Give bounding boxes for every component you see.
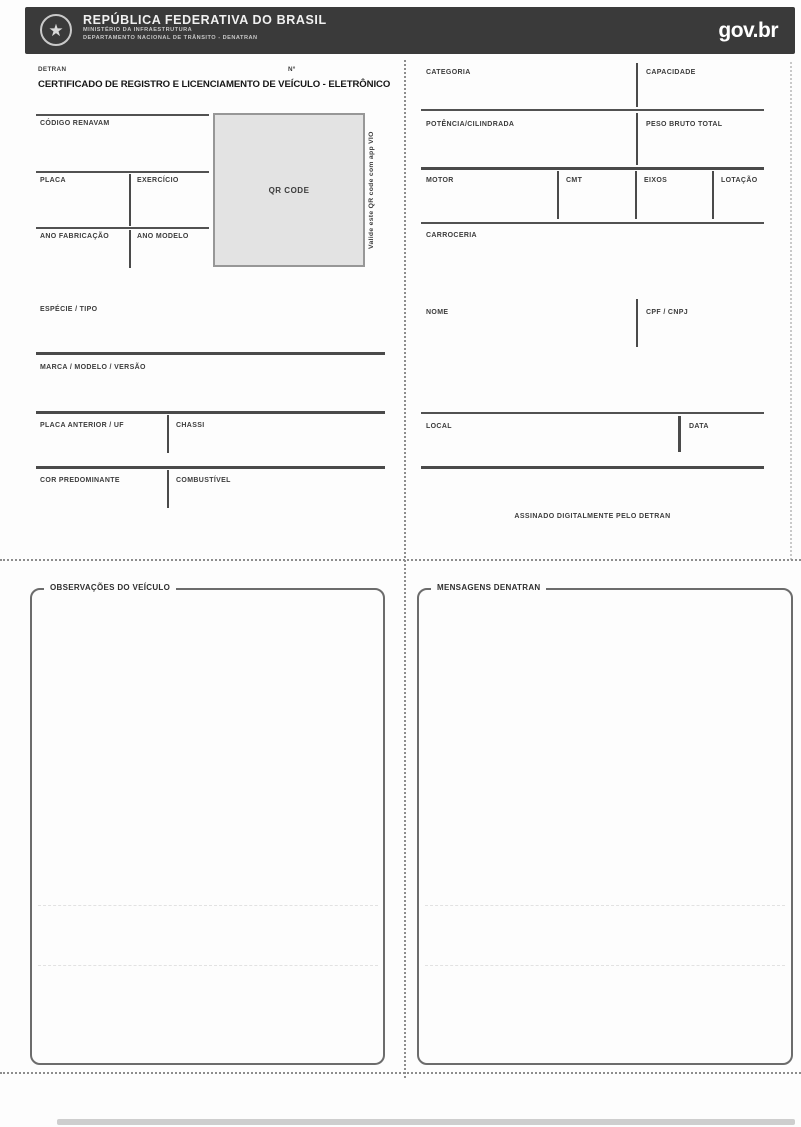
field-motor-label: MOTOR <box>426 177 454 184</box>
field-divider <box>167 470 169 508</box>
scan-artifact-line <box>425 965 785 966</box>
separator-line <box>36 466 385 469</box>
field-especie-tipo-label: ESPÉCIE / TIPO <box>40 306 98 313</box>
field-divider <box>557 171 559 219</box>
qr-code-box <box>213 113 365 267</box>
field-divider <box>678 416 681 452</box>
observacoes-title: OBSERVAÇÕES DO VEÍCULO <box>44 583 176 592</box>
field-peso-bruto-total-label: PESO BRUTO TOTAL <box>646 121 723 128</box>
field-capacidade-label: CAPACIDADE <box>646 69 696 76</box>
field-ano-fabricacao-label: ANO FABRICAÇÃO <box>40 233 110 240</box>
separator-line <box>36 352 385 355</box>
field-combustivel-label: COMBUSTÍVEL <box>176 477 231 484</box>
scan-artifact-line <box>38 965 378 966</box>
separator-line <box>36 114 209 116</box>
field-divider <box>636 299 638 347</box>
separator-line <box>36 227 209 229</box>
separator-line <box>421 167 764 170</box>
cut-line-horizontal-top <box>0 559 801 561</box>
field-cpf-cnpj-label: CPF / CNPJ <box>646 309 689 316</box>
mensagens-box <box>417 583 793 1065</box>
header-bar <box>25 7 795 54</box>
field-divider <box>635 171 637 219</box>
scan-artifact-line <box>38 905 378 906</box>
scan-artifact-line <box>425 905 785 906</box>
separator-line <box>421 109 764 111</box>
field-placa-label: PLACA <box>40 177 66 184</box>
separator-line <box>421 222 764 224</box>
field-cor-predominante-label: COR PREDOMINANTE <box>40 477 120 484</box>
cut-line-right-edge <box>790 62 792 560</box>
republic-title: REPÚBLICA FEDERATIVA DO BRASIL <box>83 13 327 27</box>
document-title: CERTIFICADO DE REGISTRO E LICENCIAMENTO DE VEÍCULO - ELETRÔNICO <box>38 79 391 90</box>
qr-code-label: QR CODE <box>268 185 310 195</box>
cut-line-horizontal-bottom <box>0 1072 801 1074</box>
separator-line <box>36 411 385 414</box>
field-exercicio-label: EXERCÍCIO <box>137 177 179 184</box>
numero-label: Nº <box>288 66 296 73</box>
field-carroceria-label: CARROCERIA <box>426 232 477 239</box>
govbr-logo: gov.br <box>718 19 778 42</box>
cut-line-vertical <box>404 60 406 1078</box>
field-placa-anterior-uf-label: PLACA ANTERIOR / UF <box>40 422 124 429</box>
field-categoria-label: CATEGORIA <box>426 69 471 76</box>
field-divider <box>712 171 714 219</box>
field-marca-modelo-versao-label: MARCA / MODELO / VERSÃO <box>40 364 146 371</box>
field-divider <box>129 174 131 226</box>
detran-label: DETRAN <box>38 66 67 73</box>
brazil-coat-of-arms-icon: ★ <box>40 14 72 46</box>
page-bottom-scan-shadow <box>57 1119 795 1125</box>
field-eixos-label: EIXOS <box>644 177 668 184</box>
ministry-subtitle: MINISTÉRIO DA INFRAESTRUTURA <box>83 27 193 33</box>
field-chassi-label: CHASSI <box>176 422 205 429</box>
field-nome-label: NOME <box>426 309 449 316</box>
field-divider <box>636 113 638 165</box>
separator-line <box>421 466 764 469</box>
observacoes-box <box>30 583 385 1065</box>
field-divider <box>167 415 169 453</box>
field-potencia-cilindrada-label: POTÊNCIA/CILINDRADA <box>426 121 515 128</box>
field-codigo-renavam-label: CÓDIGO RENAVAM <box>40 120 110 127</box>
field-divider <box>129 230 131 268</box>
field-lotacao-label: LOTAÇÃO <box>721 177 758 184</box>
field-data-label: DATA <box>689 423 709 430</box>
digital-signature-note: ASSINADO DIGITALMENTE PELO DETRAN <box>514 513 671 520</box>
qr-caption-vertical: Valide este QR code com app VIO <box>368 131 375 249</box>
field-divider <box>636 63 638 107</box>
denatran-subtitle: DEPARTAMENTO NACIONAL DE TRÂNSITO - DENATRAN <box>83 34 258 41</box>
field-local-label: LOCAL <box>426 423 452 430</box>
separator-line <box>36 171 209 173</box>
field-ano-modelo-label: ANO MODELO <box>137 233 189 240</box>
field-cmt-label: CMT <box>566 177 583 184</box>
mensagens-title: MENSAGENS DENATRAN <box>431 583 546 592</box>
separator-line <box>421 412 764 414</box>
header-text-block <box>83 13 327 42</box>
